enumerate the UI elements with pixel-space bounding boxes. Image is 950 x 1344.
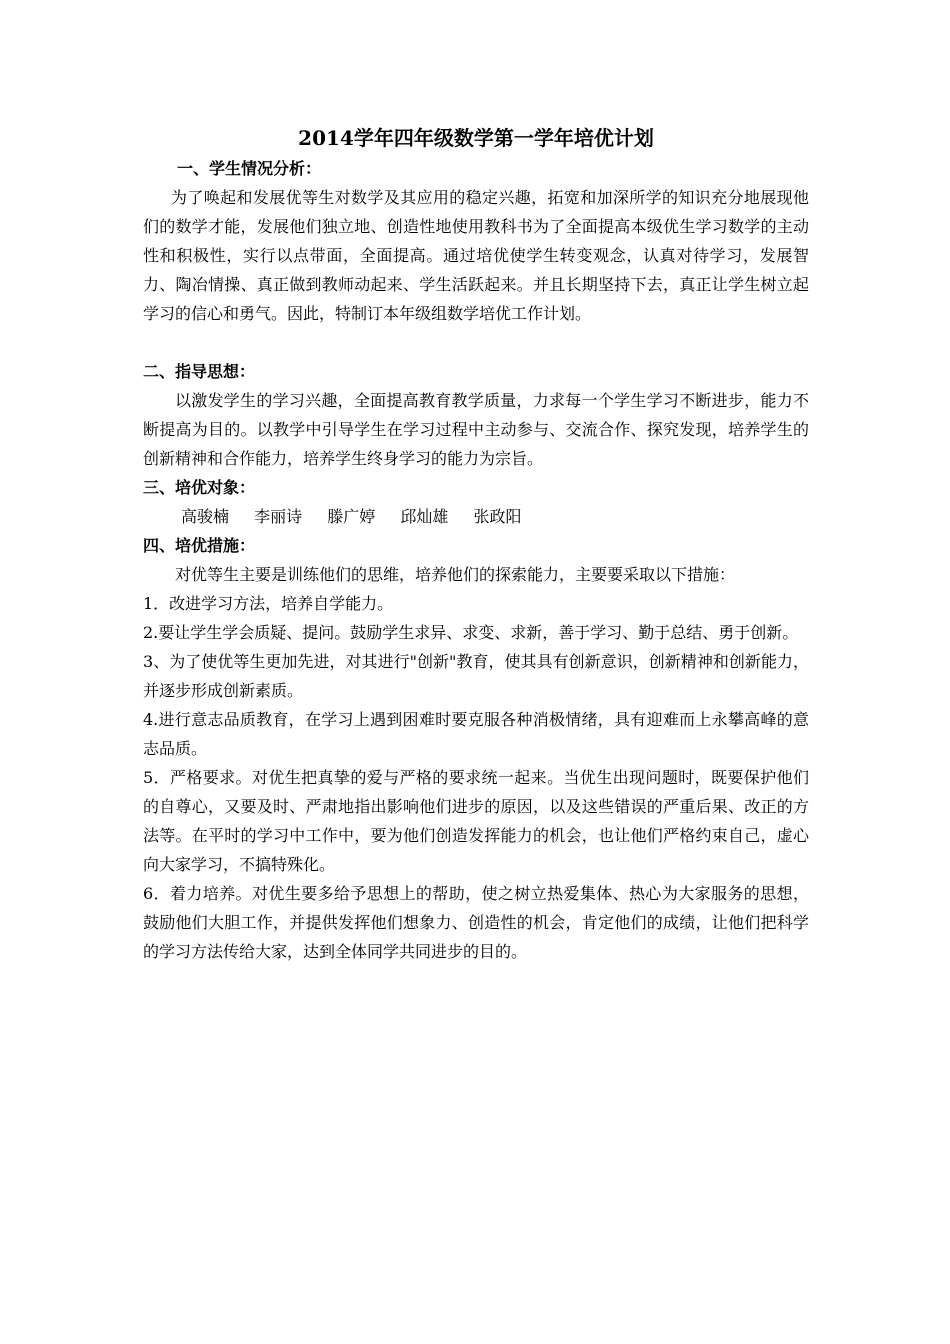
measure-item: 4.进行意志品质教育，在学习上遇到困难时要克服各种消极情绪，具有迎难而上永攀高峰的意志品质。: [143, 710, 809, 758]
student-name: 邱灿雄: [400, 507, 449, 526]
measure-item: 6．着力培养。对优生要多给予思想上的帮助，使之树立热爱集体、热心为大家服务的思想，鼓励他们大胆工作，并提供发挥他们想象力、创造性的机会，肯定他们的成绩，让他们把科学的学习方法传给大家，达到全体同学共同进步的目的。: [143, 884, 809, 961]
section-heading-targets: 三、培优对象：: [143, 478, 256, 497]
section-heading-measures: 四、培优措施：: [143, 536, 256, 555]
student-name: 滕广婷: [327, 507, 376, 526]
measure-item: 1．改进学习方法，培养自学能力。: [143, 594, 394, 613]
student-analysis-paragraph: 为了唤起和发展优等生对数学及其应用的稳定兴趣，拓宽和加深所学的知识充分地展现他们的数学才能，发展他们独立地、创造性地使用教科书为了全面提高本级优生学习数学的主动性和积极性，实行以点带面，全面提高。通过培优使学生转变观念，认真对待学习，发展智力、陶冶情操、真正做到教师动起来、学生活跃起来。并且长期坚持下去，真正让学生树立起学习的信心和勇气。因此，特制订本年级组数学培优工作计划。: [143, 188, 809, 323]
document-content: [143, 122, 809, 966]
section-heading-guiding-idea: 二、指导思想：: [143, 362, 256, 381]
measures-intro-paragraph: 对优等生主要是训练他们的思维，培养他们的探索能力，主要要采取以下措施：: [175, 565, 736, 584]
measure-item: 3、为了使优等生更加先进，对其进行"创新"教育，使其具有创新意识，创新精神和创新能力，并逐步形成创新素质。: [143, 652, 809, 700]
student-names-list: [143, 502, 809, 531]
guiding-idea-paragraph: 以激发学生的学习兴趣，全面提高教育教学质量，力求每一个学生学习不断进步，能力不断提高为目的。以教学中引导学生在学习过程中主动参与、交流合作、探究发现，培养学生的创新精神和合作能力，培养学生终身学习的能力为宗旨。: [143, 391, 809, 468]
student-name: 张政阳: [473, 507, 522, 526]
student-name: 高骏楠: [181, 507, 230, 526]
section-heading-student-analysis: 一、学生情况分析：: [177, 159, 322, 178]
measure-item: 2.要让学生学会质疑、提问。鼓励学生求异、求变、求新，善于学习、勤于总结、勇于创新。: [143, 623, 799, 642]
document-title: 2014学年四年级数学第一学年培优计划: [298, 126, 654, 150]
measure-item: 5．严格要求。对优生把真挚的爱与严格的要求统一起来。当优生出现问题时，既要保护他们的自尊心，又要及时、严肃地指出影响他们进步的原因，以及这些错误的严重后果、改正的方法等。在平时的学习中工作中，要为他们创造发挥能力的机会，也让他们严格约束自己，虚心向大家学习，不搞特殊化。: [143, 768, 809, 874]
student-name: 李丽诗: [254, 507, 303, 526]
spacer: [143, 328, 809, 357]
